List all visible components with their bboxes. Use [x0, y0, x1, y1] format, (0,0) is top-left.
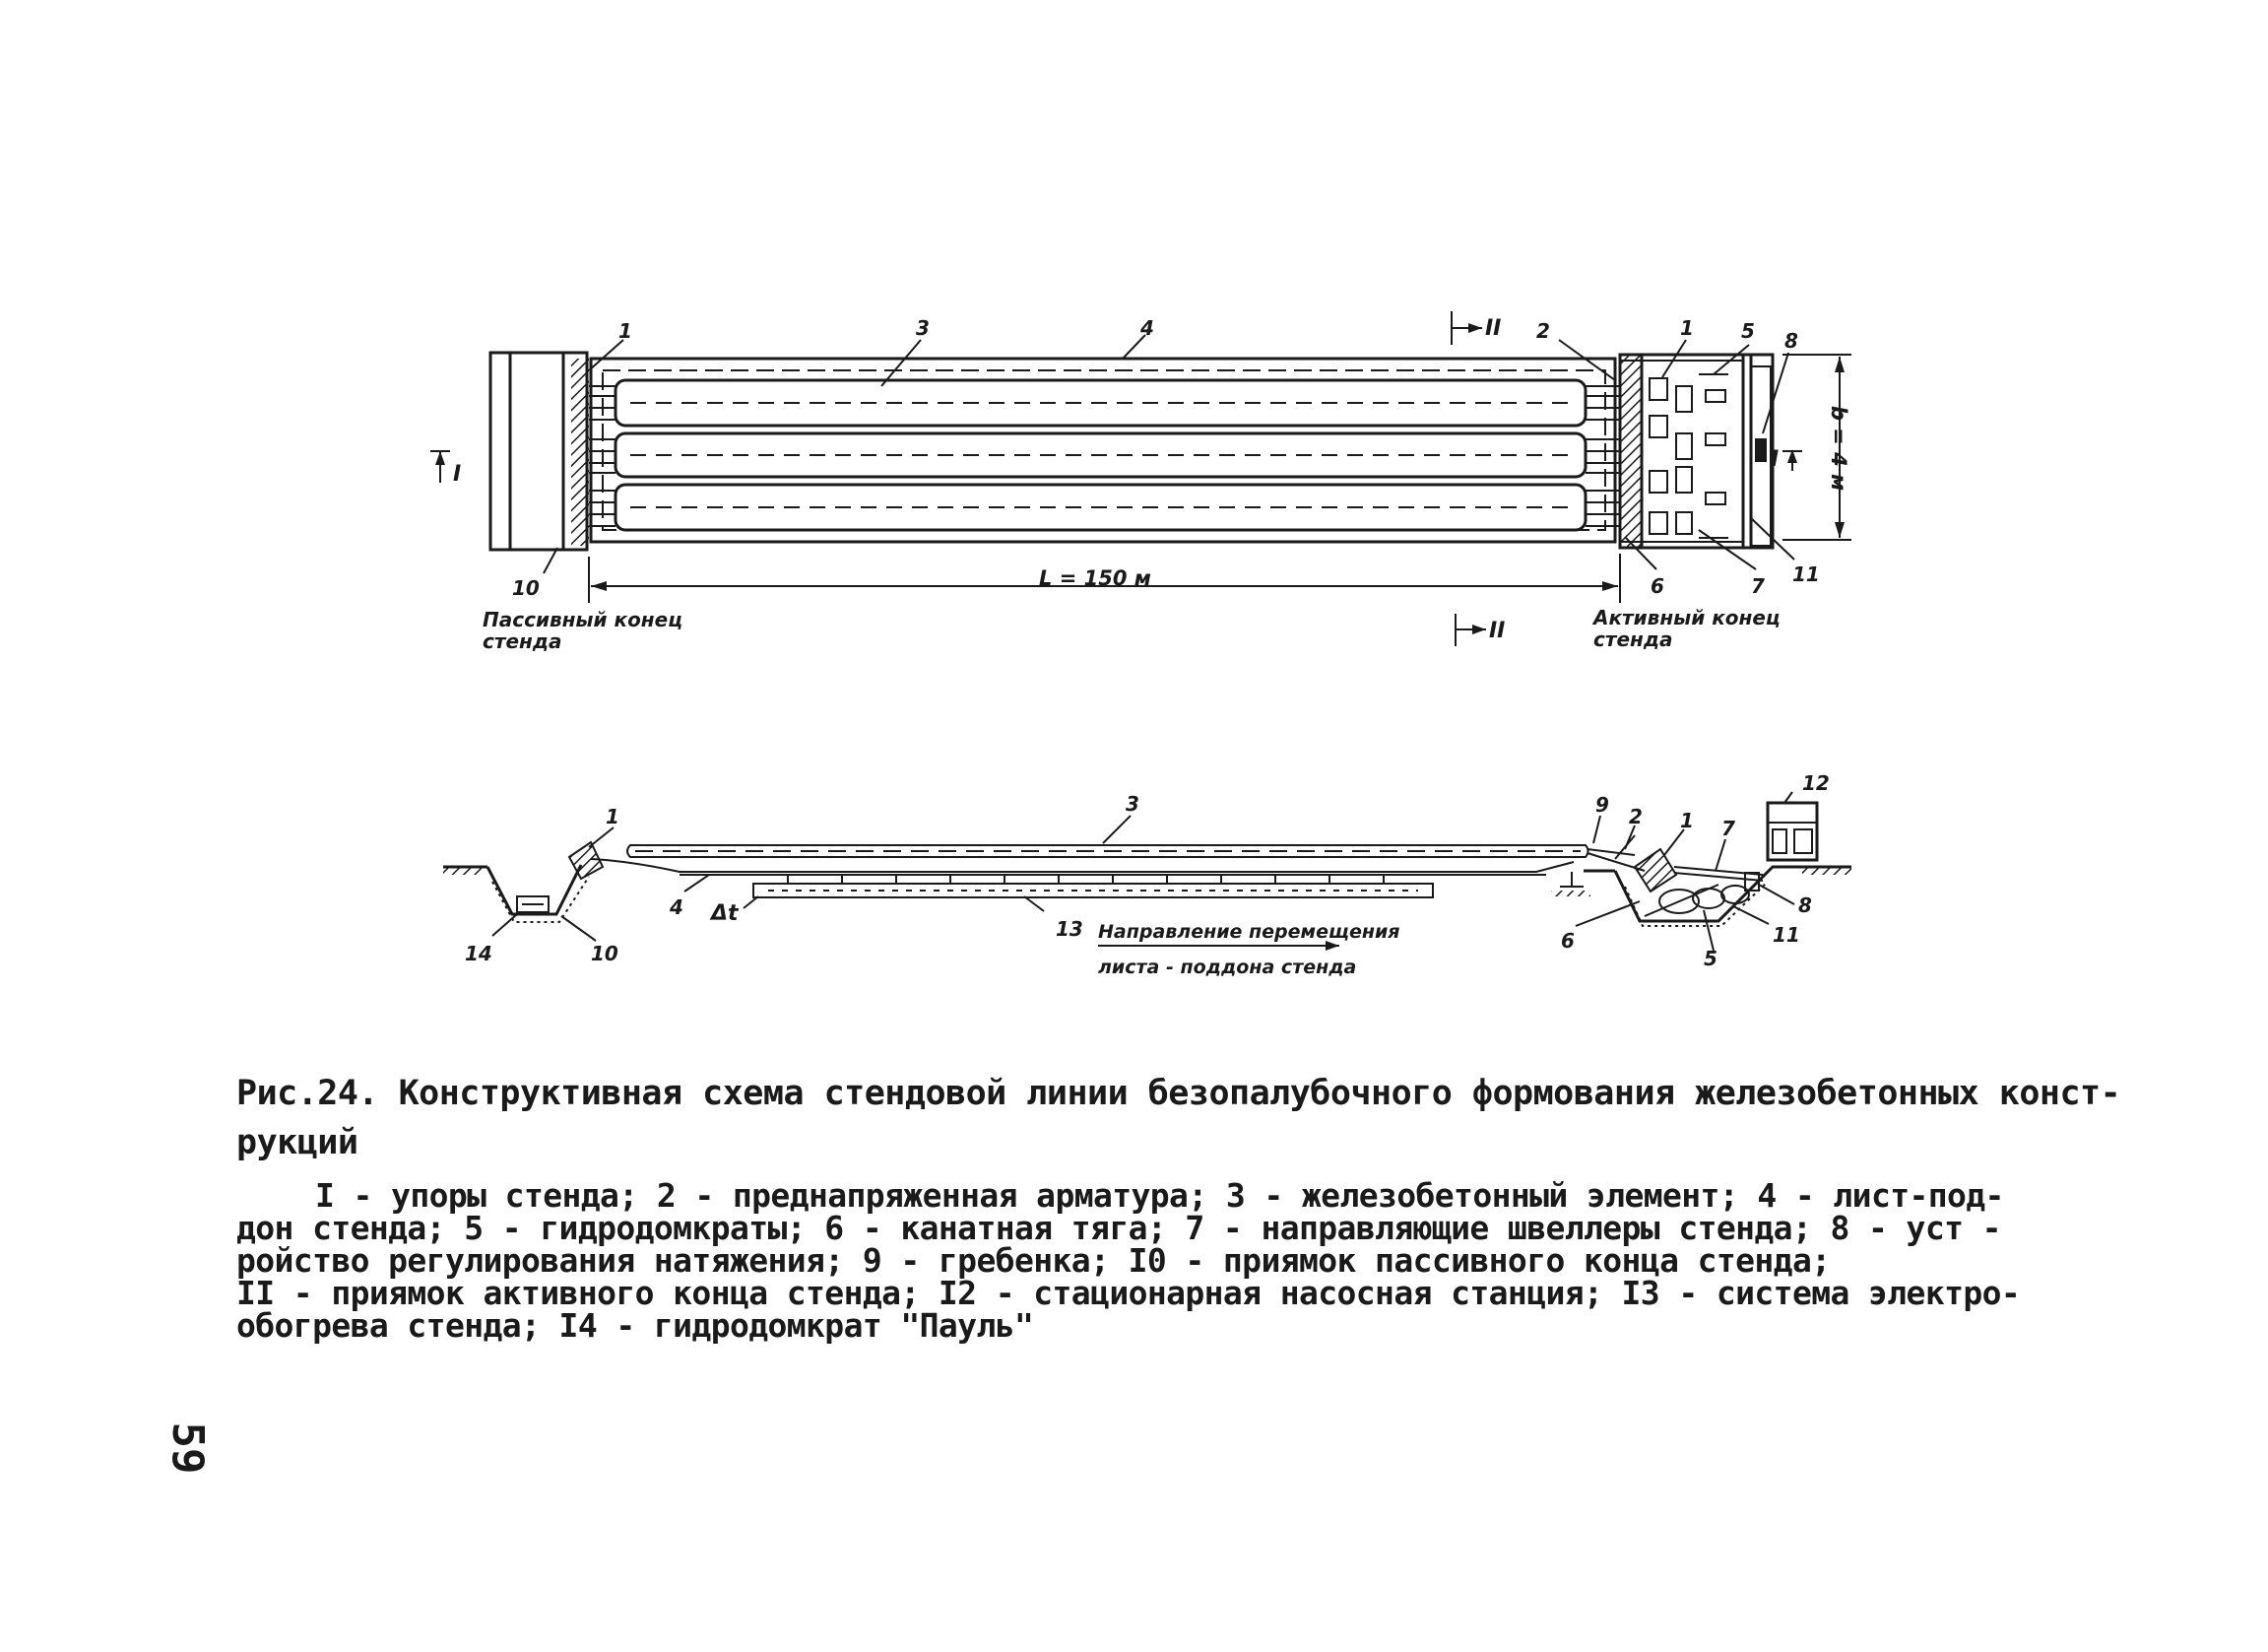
callout-label: 11 — [1792, 562, 1820, 586]
callout-label: 12 — [1802, 771, 1830, 795]
callout-label: 5 — [1704, 947, 1717, 970]
section-mark-label: II — [1489, 619, 1506, 643]
legend-line: обогрева стенда; I4 - гидродомкрат "Пауль" — [236, 1306, 1034, 1345]
passive-pit-section — [487, 865, 581, 914]
figure-caption — [236, 1069, 2147, 1345]
callout-label: 1 — [606, 805, 619, 828]
callout-label: 10 — [512, 576, 540, 600]
callout-label: 7 — [1721, 817, 1735, 840]
direction-label: Направление перемещения — [1098, 921, 1400, 943]
section-mark-label: I — [453, 462, 462, 487]
pump-station — [1768, 803, 1817, 860]
width-label: b = 4 м — [1827, 405, 1850, 492]
active-stops — [1620, 355, 1642, 548]
legend-line: II - приямок активного конца стенда; I2 - стационарная насосная станция; I3 - система электро- — [236, 1274, 2021, 1312]
legend-line: дон стенда; 5 - гидродомкраты; 6 - канатная тяга; 7 - направляющие швеллеры стенда; 8 - уст - — [236, 1209, 2001, 1247]
direction-label: листа - поддона стенда — [1098, 957, 1357, 978]
callout-label: 7 — [1751, 574, 1765, 598]
callout-label: 6 — [1561, 929, 1575, 953]
callout-label: 3 — [1126, 792, 1139, 816]
section-mark-label: II — [1485, 316, 1502, 341]
callout-label: 8 — [1784, 329, 1798, 353]
callout-label: 1 — [618, 319, 632, 343]
callout-label: 9 — [1595, 793, 1609, 817]
legend-line: ройство регулирования натяжения; 9 - гребенка; I0 - приямок пассивного конца стенда; — [236, 1241, 1831, 1280]
callout-label: 5 — [1741, 319, 1755, 343]
callout-label: 11 — [1773, 923, 1800, 947]
caption-legend — [236, 1176, 2147, 1345]
hydraulic-jacks — [1650, 374, 1728, 538]
passive-end-label: Пассивный конец — [483, 608, 683, 631]
pallet-sheet — [591, 359, 1615, 542]
callout-label: 2 — [1536, 319, 1550, 343]
callout-label: 13 — [1056, 917, 1083, 941]
page-number: 59 — [162, 1421, 213, 1475]
section-mark-label: I — [1771, 447, 1780, 472]
active-end-label: стенда — [1593, 628, 1673, 651]
delta-t-label: Δt — [711, 901, 739, 926]
callout-label: 1 — [1680, 316, 1694, 340]
callout-label: 6 — [1651, 574, 1664, 598]
passive-end-label: стенда — [483, 629, 562, 653]
passive-stops — [571, 359, 589, 546]
caption-title: Рис.24. Конструктивная схема стендовой линии безопалубочного формования железобетонных конст-рукций — [236, 1074, 2121, 1162]
callout-label: 3 — [916, 316, 930, 340]
active-end-label: Активный конец — [1593, 606, 1781, 629]
active-stop — [1635, 849, 1676, 892]
callout-label: 4 — [1140, 316, 1154, 340]
plan-view — [430, 311, 1851, 646]
pallet-sheet-section — [591, 859, 1574, 872]
callout-label: 1 — [1680, 809, 1694, 832]
callout-label: 8 — [1798, 893, 1812, 917]
length-label: L = 150 м — [1039, 566, 1151, 590]
callout-label: 4 — [670, 895, 683, 919]
callout-label: 14 — [465, 942, 492, 965]
legend-line: I - упоры стенда; 2 - преднапряженная арматура; 3 - железобетонный элемент; 4 - лист-под- — [315, 1176, 2004, 1215]
callout-label: 10 — [591, 942, 618, 965]
callout-label: 2 — [1629, 805, 1643, 828]
passive-stop — [569, 842, 603, 879]
